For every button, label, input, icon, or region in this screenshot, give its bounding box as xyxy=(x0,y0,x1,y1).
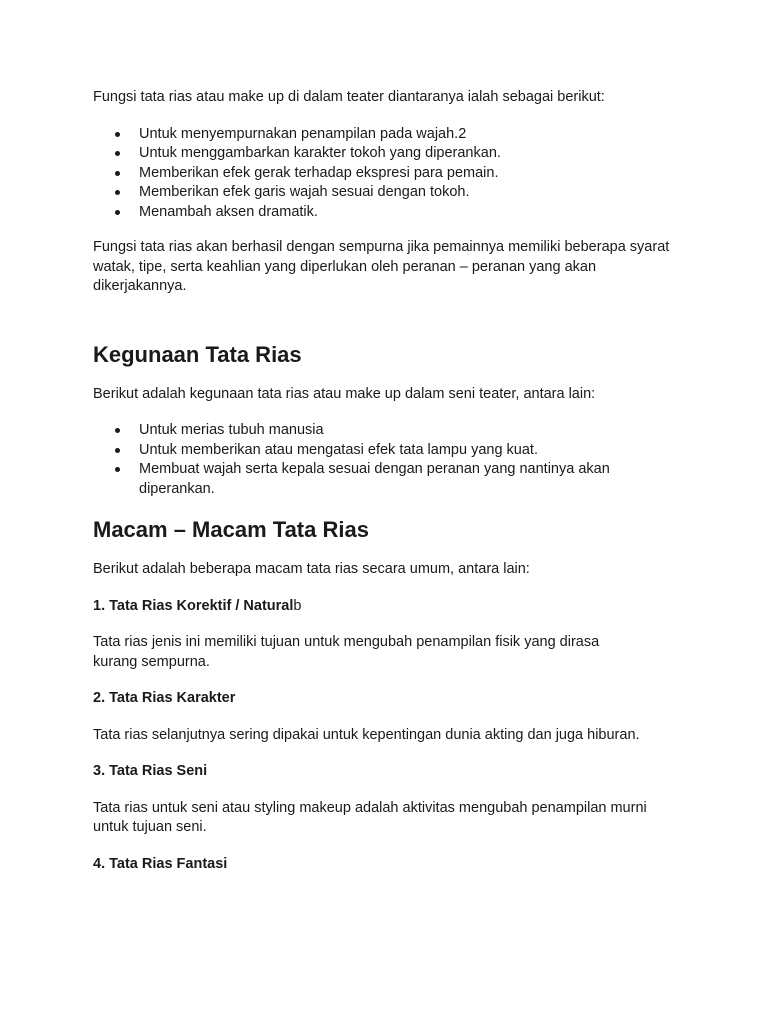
list-item: Menambah aksen dramatik. xyxy=(93,203,683,223)
macam-intro: Berikut adalah beberapa macam tata rias secara umum, antara lain: xyxy=(93,561,530,577)
bullet-icon xyxy=(115,428,120,433)
kegunaan-intro: Berikut adalah kegunaan tata rias atau make up dalam seni teater, antara lain: xyxy=(93,385,596,402)
section-title-1: 1. Tata Rias Korektif / Naturalb xyxy=(93,597,302,614)
list-item: Untuk merias tubuh manusia xyxy=(93,421,683,441)
section-body-1: Tata rias jenis ini memiliki tujuan untuk mengubah penampilan fisik yang dirasa kurang sempurna. xyxy=(93,634,600,670)
kegunaan-heading: Kegunaan Tata Rias xyxy=(93,341,302,367)
macam-heading: Macam – Macam Tata Rias xyxy=(93,517,369,542)
kegunaan-list xyxy=(93,421,683,499)
list-item: Membuat wajah serta kepala sesuai dengan peranan yang nantinya akan diperankan. xyxy=(93,460,683,499)
section-body-2: Tata rias selanjutnya sering dipakai untuk kepentingan dunia akting dan juga hiburan. xyxy=(93,726,640,743)
section-title-4: 4. Tata Rias Fantasi xyxy=(93,855,228,872)
list-item: Untuk memberikan atau mengatasi efek tata lampu yang kuat. xyxy=(93,441,683,461)
bullet-icon xyxy=(115,210,120,215)
bullet-icon xyxy=(115,467,120,472)
bullet-icon xyxy=(115,171,120,176)
list-item: Memberikan efek gerak terhadap ekspresi para pemain. xyxy=(93,164,683,184)
list-item: Untuk menggambarkan karakter tokoh yang diperankan. xyxy=(93,144,683,164)
bullet-icon xyxy=(115,151,120,156)
bullet-icon xyxy=(115,448,120,453)
list-item: Memberikan efek garis wajah sesuai dengan tokoh. xyxy=(93,183,683,203)
fungsi-paragraph: Fungsi tata rias akan berhasil dengan sempurna jika pemainnya memiliki beberapa syarat watak, tipe, serta keahlian yang diperlukan oleh peranan – peranan yang akan dikerjakannya. xyxy=(93,239,670,294)
section-title-3: 3. Tata Rias Seni xyxy=(93,763,208,779)
fungsi-list xyxy=(93,125,683,223)
list-item: Untuk menyempurnakan penampilan pada wajah.2 xyxy=(93,125,683,145)
intro-paragraph: Fungsi tata rias atau make up di dalam teater diantaranya ialah sebagai berikut: xyxy=(93,89,605,105)
section-title-2: 2. Tata Rias Karakter xyxy=(93,690,236,706)
bullet-icon xyxy=(115,190,120,195)
bullet-icon xyxy=(115,132,120,137)
document-content xyxy=(93,88,683,874)
section-body-3: Tata rias untuk seni atau styling makeup adalah aktivitas mengubah penampilan murni untuk tujuan seni. xyxy=(93,799,647,835)
